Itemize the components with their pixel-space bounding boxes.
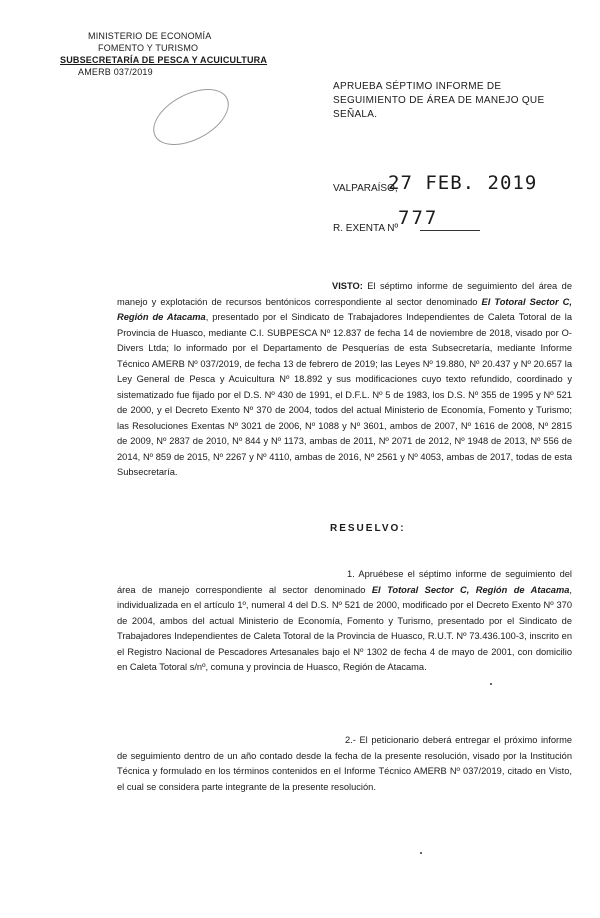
- item1-text-2: , individualizada en el artículo 1º, numeral 4 del D.S. Nº 521 de 2000, modificado por el Decreto Exento Nº 370 de 2004, ambos del actual Ministerio de Economía, Fomento y Turismo, presentado por el Sindicato de Trabajadores Independientes de Caleta Totoral de la Provincia de Huasco, R.U.T. Nº 73.436.100-3, inscrito en el Registro Nacional de Pescadores Artesanales bajo el Nº 1302 de fecha 4 de mayo de 2001, con domicilio en Caleta Totoral s/nº, comuna y provincia de Huasco, Región de Atacama.: [117, 584, 572, 672]
- undersecretariat-name: SUBSECRETARÍA DE PESCA Y ACUICULTURA: [60, 55, 268, 65]
- amerb-reference: AMERB 037/2019: [78, 67, 153, 77]
- visto-label: VISTO:: [332, 281, 363, 291]
- visto-text-2: , presentado por el Sindicato de Trabajadores Independientes de Caleta Totoral de la Provincia de Huasco, mediante C.I. SUBPESCA Nº 12.837 de fecha 14 de noviembre de 2018, visado por O-Divers Ltda; lo informado por el Departamento de Pesquerías de esta Subsecretaría, mediante Informe Técnico AMERB Nº 037/2019, de fecha 13 de febrero de 2019; las Leyes Nº 19.880, Nº 20.437 y Nº 20.657 la Ley General de Pesca y Acuicultura Nº 18.892 y sus modificaciones cuyo texto refundido, coordinado y sistematizado fue fijado por el D.S. Nº 430 de 1991, el D.F.L. Nº 5 de 1983, los D.S. Nº 355 de 1995 y Nº 521 de 2000, y el Decreto Exento Nº 370 de 2004, todos del actual Ministerio de Economía, Fomento y Turismo; las Resoluciones Exentas Nº 3021 de 2006, Nº 1088 y Nº 3601, ambos de 2007, Nº 1616 de 2008, Nº 2815 de 2009, Nº 2837 de 2010, Nº 844 y Nº 1173, ambas de 2011, Nº 2071 de 2012, Nº 1948 de 2013, Nº 556 de 2014, Nº 859 de 2015, Nº 2267 y Nº 4110, ambas de 2016, Nº 2561 y Nº 4053, ambas de 2017, todas de esta Subsecretaría.: [117, 312, 572, 477]
- document-title: APRUEBA SÉPTIMO INFORME DE SEGUIMIENTO DE ÁREA DE MANEJO QUE SEÑALA.: [333, 81, 545, 120]
- resolution-item-2: 2.- El peticionario deberá entregar el próximo informe de seguimiento dentro de un año contado desde la fecha de la presente resolución, visado por la Institución Técnica y formulado en los términos contenidos en el Informe Técnico AMERB Nº 037/2019, citado en Visto, el cual se considera parte integrante de la presente resolución.: [117, 735, 572, 792]
- resolution-item-1: [117, 567, 572, 676]
- place-label: VALPARAÍSO,: [333, 183, 398, 194]
- item1-text-1: 1. Apruébese el séptimo informe de seguimiento del área de manejo correspondiente al sector denominado: [117, 569, 572, 595]
- visto-paragraph: [117, 279, 572, 481]
- resuelvo-heading: RESUELVO:: [330, 523, 406, 534]
- resolution-underline: [420, 230, 480, 231]
- ministry-subname: FOMENTO Y TURISMO: [98, 43, 199, 53]
- margin-dot: [490, 683, 492, 685]
- visto-sector: El Totoral Sector C, Región de Atacama: [117, 296, 572, 322]
- resolution-number: 777: [398, 207, 439, 229]
- document-date: 27 FEB. 2019: [388, 172, 538, 194]
- margin-dot: [420, 852, 422, 854]
- item1-sector: El Totoral Sector C, Región de Atacama: [371, 584, 570, 595]
- ministry-header: [60, 30, 267, 78]
- visto-text-1: El séptimo informe de seguimiento del área de manejo y explotación de recursos bentónicos correspondiente al sector denominado: [117, 281, 572, 307]
- resolution-label: R. EXENTA Nº: [333, 223, 399, 234]
- ministry-name: MINISTERIO DE ECONOMÍA: [88, 31, 212, 41]
